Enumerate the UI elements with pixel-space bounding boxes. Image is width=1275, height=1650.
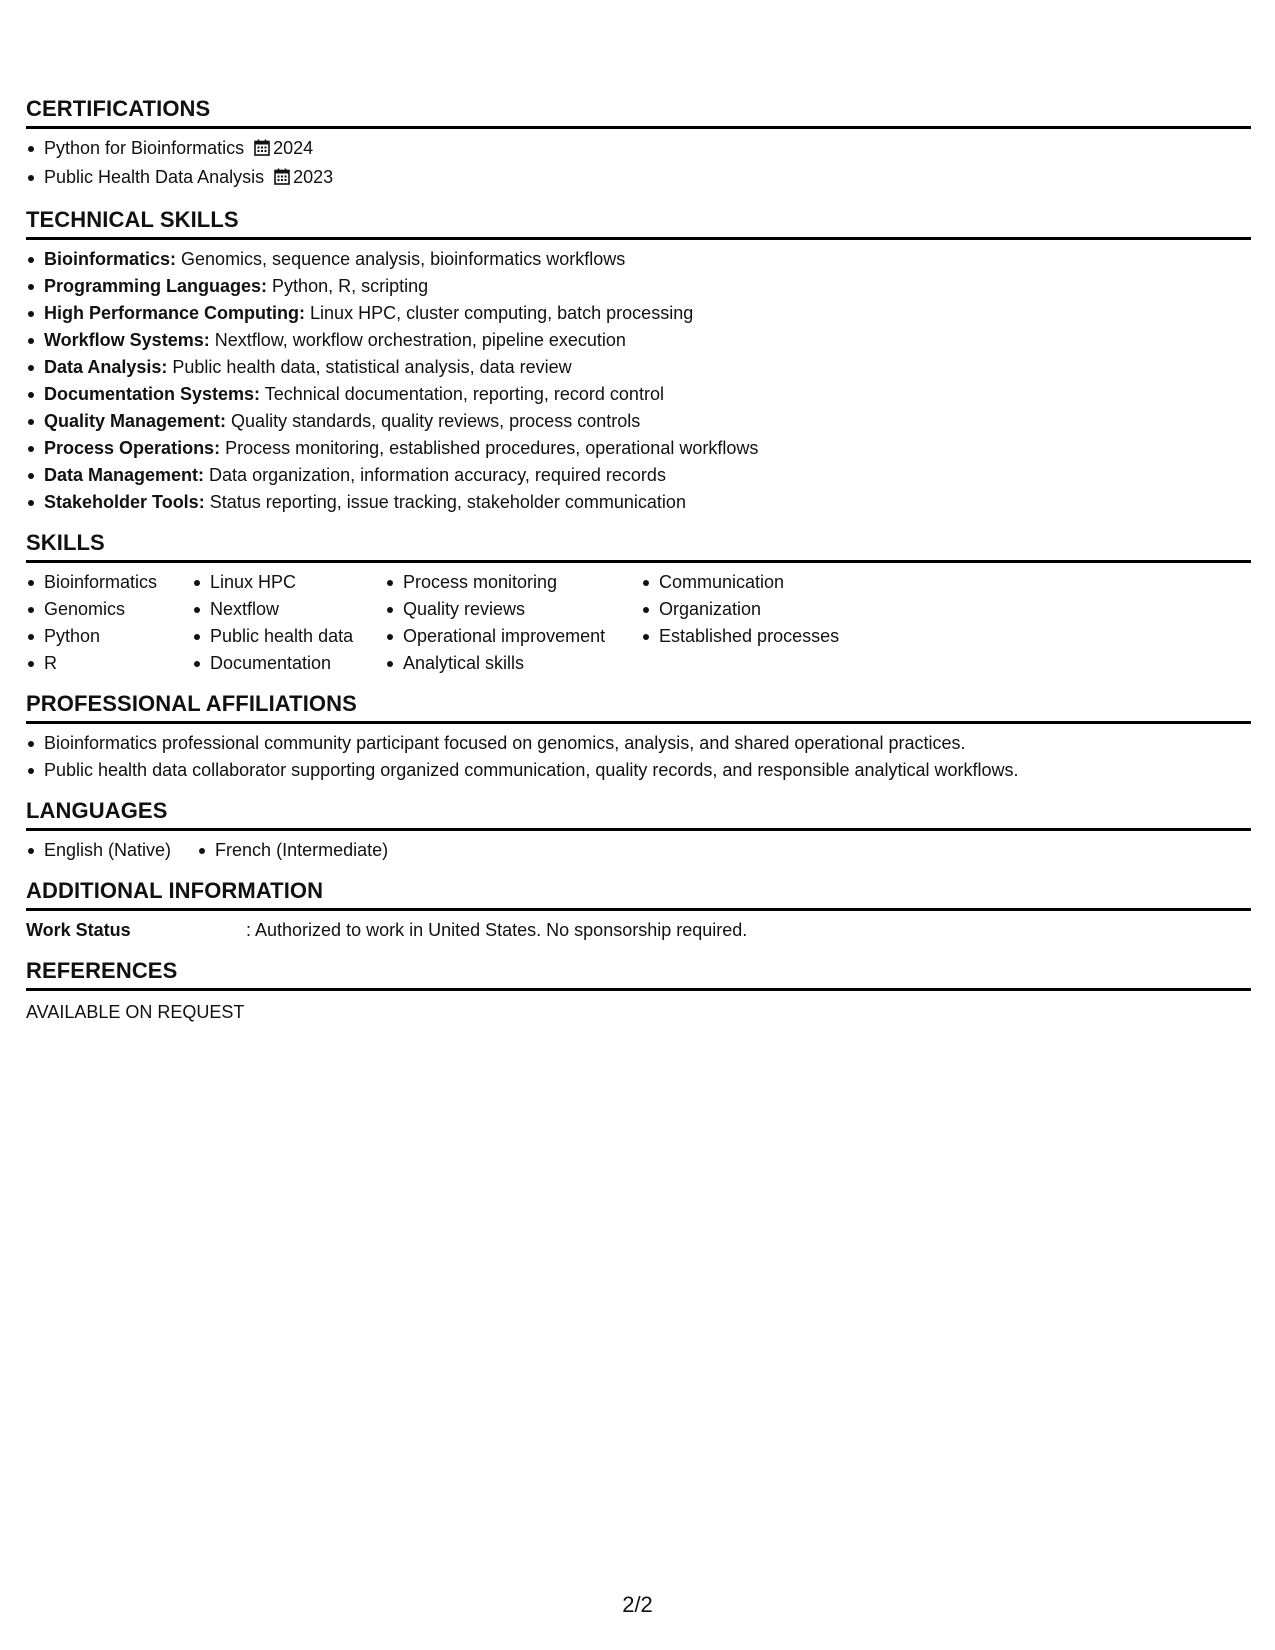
technical-skill-text: Nextflow, workflow orchestration, pipeline execution — [214, 330, 626, 350]
resume-page — [26, 96, 1251, 1040]
calendar-icon — [274, 166, 290, 193]
affiliation-item: Bioinformatics professional community participant focused on genomics, analysis, and shared operational practices. — [26, 730, 1251, 757]
technical-skill-label: Data Analysis: — [44, 357, 168, 377]
skill-item: Established processes — [641, 623, 901, 650]
technical-skill-item — [26, 489, 1251, 516]
languages-list — [26, 837, 414, 864]
certification-year: 2024 — [273, 138, 314, 158]
technical-skill-label: High Performance Computing: — [44, 303, 306, 323]
skills-column — [26, 569, 192, 677]
skills-column — [641, 569, 901, 677]
skill-item: Organization — [641, 596, 901, 623]
technical-skill-label: Workflow Systems: — [44, 330, 210, 350]
skill-item: Linux HPC — [192, 569, 385, 596]
skill-item: Quality reviews — [385, 596, 641, 623]
info-value: : Authorized to work in United States. No sponsorship required. — [246, 920, 748, 940]
page-number: 2/2 — [622, 1592, 653, 1617]
technical-skill-item — [26, 462, 1251, 489]
affiliations-section — [26, 691, 1251, 784]
additional-info-section — [26, 878, 1251, 944]
technical-skill-label: Documentation Systems: — [44, 384, 261, 404]
technical-skill-text: Quality standards, quality reviews, process controls — [231, 411, 641, 431]
certifications-list — [26, 135, 1251, 193]
technical-skill-item — [26, 354, 1251, 381]
calendar-icon — [254, 137, 270, 164]
technical-skill-item — [26, 435, 1251, 462]
additional-info-heading: ADDITIONAL INFORMATION — [26, 878, 1251, 911]
technical-skill-text: Python, R, scripting — [272, 276, 429, 296]
skills-section — [26, 530, 1251, 677]
technical-skill-label: Data Management: — [44, 465, 205, 485]
skill-item: Genomics — [26, 596, 192, 623]
skill-item: Analytical skills — [385, 650, 641, 677]
affiliations-list — [26, 730, 1251, 784]
technical-skill-label: Process Operations: — [44, 438, 221, 458]
affiliation-item: Public health data collaborator supporting organized communication, quality records, and responsible analytical workflows. — [26, 757, 1251, 784]
technical-skill-text: Process monitoring, established procedures, operational workflows — [225, 438, 759, 458]
technical-skills-heading: TECHNICAL SKILLS — [26, 207, 1251, 240]
technical-skill-label: Stakeholder Tools: — [44, 492, 205, 512]
skill-item: Bioinformatics — [26, 569, 192, 596]
technical-skill-label: Quality Management: — [44, 411, 227, 431]
skill-item: Operational improvement — [385, 623, 641, 650]
certification-year: 2023 — [293, 167, 334, 187]
technical-skill-text: Linux HPC, cluster computing, batch processing — [310, 303, 694, 323]
technical-skill-item — [26, 246, 1251, 273]
skills-grid — [26, 569, 1251, 677]
technical-skill-label: Bioinformatics: — [44, 249, 177, 269]
certification-name: Python for Bioinformatics — [44, 138, 245, 158]
info-key: Work Status — [26, 920, 131, 940]
skill-item: Nextflow — [192, 596, 385, 623]
language-item: English (Native) — [26, 837, 171, 864]
technical-skill-text: Data organization, information accuracy, required records — [209, 465, 666, 485]
technical-skill-text: Public health data, statistical analysis, data review — [172, 357, 572, 377]
skill-item: Communication — [641, 569, 901, 596]
skill-item: Public health data — [192, 623, 385, 650]
technical-skills-section — [26, 207, 1251, 516]
languages-section — [26, 798, 1251, 864]
technical-skill-item — [26, 300, 1251, 327]
technical-skill-text: Status reporting, issue tracking, stakeholder communication — [209, 492, 686, 512]
technical-skill-text: Technical documentation, reporting, record control — [264, 384, 664, 404]
technical-skill-label: Programming Languages: — [44, 276, 268, 296]
languages-row — [26, 837, 1251, 864]
skills-column — [192, 569, 385, 677]
references-heading: REFERENCES — [26, 958, 1251, 991]
technical-skills-list — [26, 246, 1251, 516]
skill-item: Documentation — [192, 650, 385, 677]
technical-skill-item — [26, 408, 1251, 435]
skill-item: R — [26, 650, 192, 677]
certification-item — [26, 164, 1251, 193]
affiliations-heading: PROFESSIONAL AFFILIATIONS — [26, 691, 1251, 724]
language-item: French (Intermediate) — [197, 837, 388, 864]
technical-skill-item — [26, 327, 1251, 354]
references-text: AVAILABLE ON REQUEST — [26, 1002, 245, 1022]
technical-skill-text: Genomics, sequence analysis, bioinformatics workflows — [181, 249, 626, 269]
certifications-heading: CERTIFICATIONS — [26, 96, 1251, 129]
skill-item: Python — [26, 623, 192, 650]
skill-item: Process monitoring — [385, 569, 641, 596]
references-section — [26, 958, 1251, 1026]
certification-item — [26, 135, 1251, 164]
skills-heading: SKILLS — [26, 530, 1251, 563]
skills-column — [385, 569, 641, 677]
certifications-section — [26, 96, 1251, 193]
certification-name: Public Health Data Analysis — [44, 167, 265, 187]
languages-heading: LANGUAGES — [26, 798, 1251, 831]
technical-skill-item — [26, 273, 1251, 300]
info-row — [26, 917, 1251, 944]
technical-skill-item — [26, 381, 1251, 408]
